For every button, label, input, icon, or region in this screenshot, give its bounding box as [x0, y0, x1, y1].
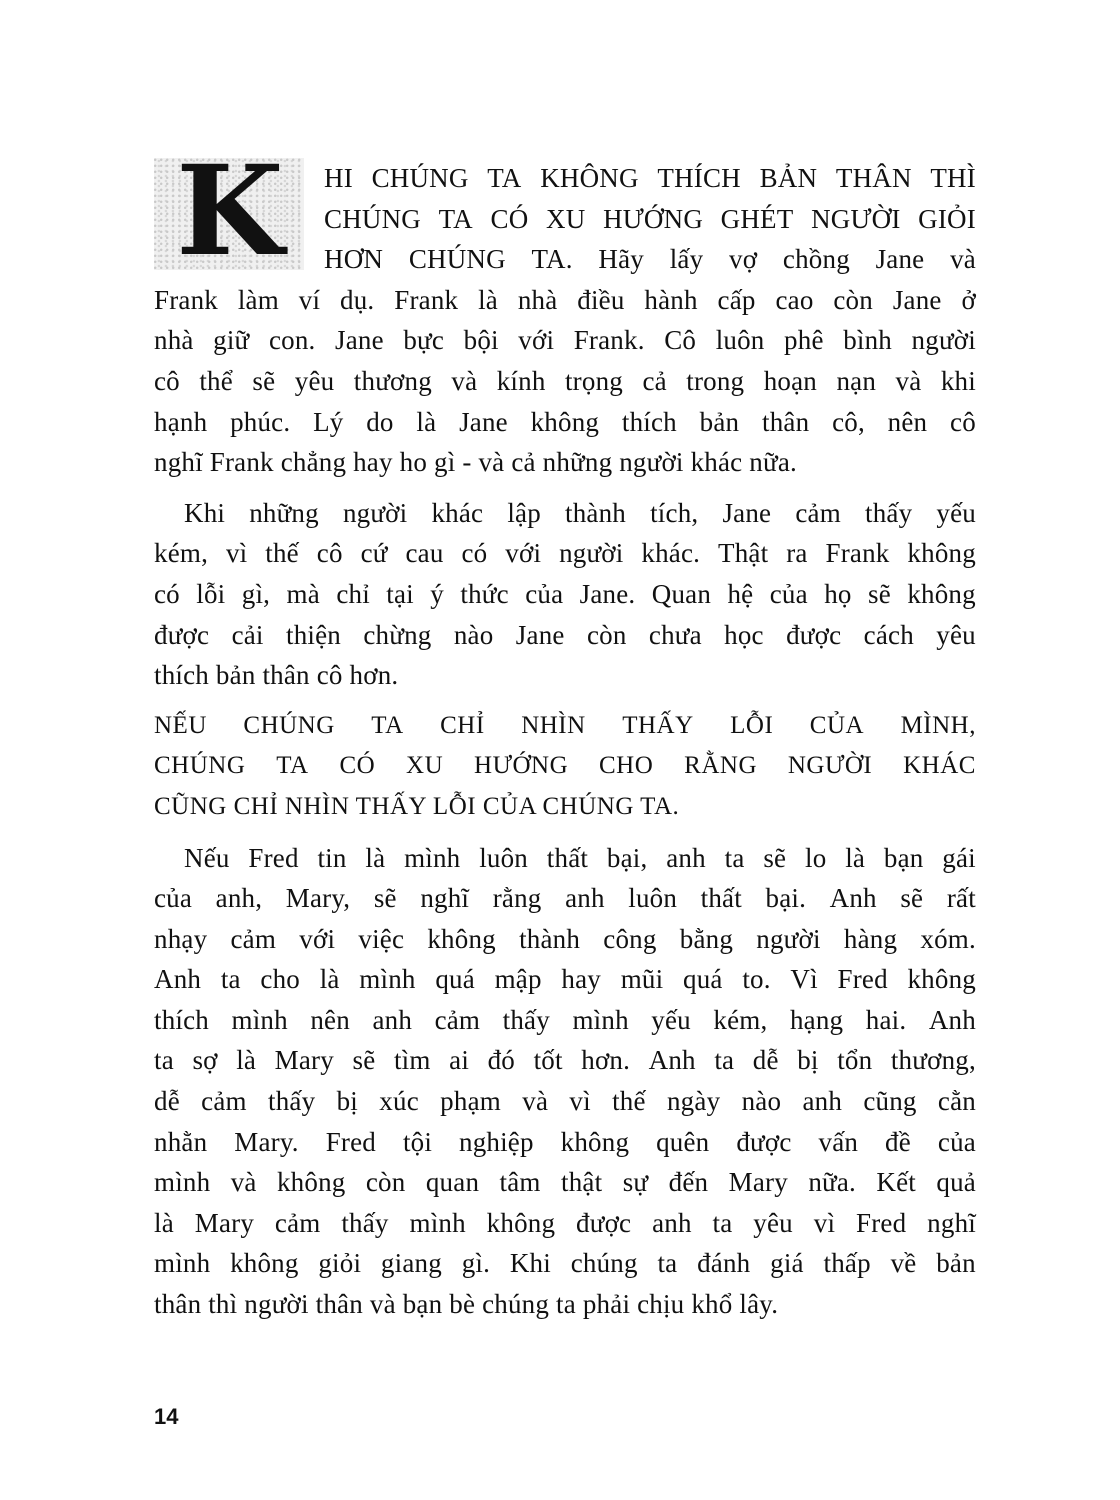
text-line: Nếu Fred tin là mình luôn thất bại, anh ta sẽ lo là bạn gái [184, 842, 976, 873]
text-line: CHÚNG TA CÓ XU HƯỚNG GHÉT NGƯỜI GIỎI [324, 203, 976, 234]
drop-cap-letter: K [176, 158, 284, 270]
page-number: 14 [154, 1404, 179, 1429]
text-line: NẾU CHÚNG TA CHỈ NHÌN THẤY LỖI CỦA MÌNH, [154, 711, 976, 739]
text-line: nghĩ Frank chẳng hay ho gì - và cả những người khác nữa. [154, 447, 797, 478]
text-line: hạnh phúc. Lý do là Jane không thích bản thân cô, nên cô [154, 406, 976, 437]
paragraph [154, 493, 976, 696]
text-line: cô thể sẽ yêu thương và kính trọng cả trong hoạn nạn và khi [154, 365, 976, 396]
text-line: CHÚNG TA CÓ XU HƯỚNG CHO RẰNG NGƯỜI KHÁC [154, 752, 976, 780]
text-line: nhạy cảm với việc không thành công bằng người hàng xóm. [154, 923, 976, 954]
text-line: mình không giỏi giang gì. Khi chúng ta đánh giá thấp về bản [154, 1248, 976, 1279]
text-line: mình và không còn quan tâm thật sự đến Mary nữa. Kết quả [154, 1167, 976, 1198]
text-line: nhà giữ con. Jane bực bội với Frank. Cô luôn phê bình người [154, 325, 976, 356]
text-line: thân thì người thân và bạn bè chúng ta phải chịu khổ lây. [154, 1289, 779, 1320]
text-line: có lỗi gì, mà chỉ tại ý thức của Jane. Quan hệ của họ sẽ không [154, 578, 976, 609]
paragraph [154, 158, 976, 483]
paragraph [154, 838, 976, 1325]
text-line: là Mary cảm thấy mình không được anh ta yêu vì Fred nghĩ [154, 1207, 976, 1238]
text-line: ta sợ là Mary sẽ tìm ai đó tốt hơn. Anh ta dễ bị tổn thương, [154, 1045, 976, 1076]
text-line: nhằn Mary. Fred tội nghiệp không quên được vấn đề của [154, 1126, 976, 1157]
text-line: Anh ta cho là mình quá mập hay mũi quá to. Vì Fred không [154, 964, 976, 995]
text-line: thích bản thân cô hơn. [154, 660, 399, 691]
text-line: HI CHÚNG TA KHÔNG THÍCH BẢN THÂN THÌ [324, 163, 976, 193]
text-line: thích mình nên anh cảm thấy mình yếu kém, hạng hai. Anh [154, 1004, 976, 1035]
text-line: dễ cảm thấy bị xúc phạm và vì thế ngày nào anh cũng cằn [154, 1086, 976, 1117]
text-line: của anh, Mary, sẽ nghĩ rằng anh luôn thất bại. Anh sẽ rất [154, 883, 976, 914]
text-line: Khi những người khác lập thành tích, Jane cảm thấy yếu [184, 497, 976, 528]
text-line: HƠN CHÚNG TA. Hãy lấy vợ chồng Jane và [324, 244, 976, 275]
paragraph [154, 706, 976, 828]
text-line: Frank làm ví dụ. Frank là nhà điều hành cấp cao còn Jane ở [154, 284, 976, 315]
text-line: được cải thiện chừng nào Jane còn chưa học được cách yêu [154, 619, 976, 650]
text-line: CŨNG CHỈ NHÌN THẤY LỖI CỦA CHÚNG TA. [154, 792, 680, 820]
body-text [154, 158, 976, 1325]
text-line: kém, vì thế cô cứ cau có với người khác. Thật ra Frank không [154, 538, 976, 569]
